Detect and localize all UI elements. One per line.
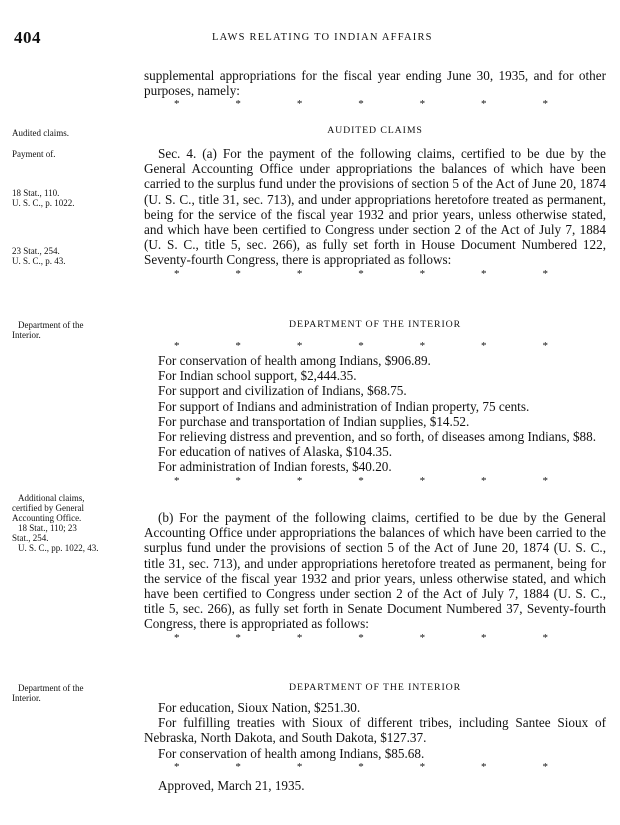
margin-note-department-1: Department of the Interior. [12, 320, 84, 340]
appropriation-item: For purchase and transportation of Indian supplies, $14.52. [158, 413, 470, 429]
heading-department-interior-2: DEPARTMENT OF THE INTERIOR [288, 682, 462, 693]
section-4a-text: Sec. 4. (a) For the payment of the following claims, certified to be due by the General Accounting Office under appropriations the balances of which have been carried to the surplus fund under the provisions of section 5 of the Act of June 20, 1874 (U. S. C., title 31, sec. 713), and under appropriations heretofore treated as permanent, being for the service of the fiscal year 1932 and prior years, unless otherwise stated, and which have been certified to Congress under section 2 of the Act of July 7, 1884 (U. S. C., title 5, sec. 266), as fully set forth in House Document Numbered 122, Seventy-fourth Congress, there is appropriated as follows: [144, 146, 606, 268]
heading-department-interior-1: DEPARTMENT OF THE INTERIOR [288, 319, 462, 330]
asterisk-row: * * * * * * * [174, 340, 548, 352]
department-interior-1-block [144, 318, 606, 488]
margin-note-citation-1: 18 Stat., 110. U. S. C., p. 1022. [12, 188, 75, 208]
margin-note-audited-claims: Audited claims. [12, 128, 69, 138]
asterisk-row: * * * * * * * [174, 98, 548, 111]
asterisk-row: * * * * * * * [174, 267, 548, 280]
appropriation-item: For Indian school support, $2,444.35. [158, 368, 357, 384]
appropriation-item: For education of natives of Alaska, $104.35. [158, 444, 393, 460]
section-4b-text: (b) For the payment of the following claims, certified to be due by the General Accounting Office under appropriations the balances of which have been carried to the surplus fund under the provisions of section 5 of the Act of June 20, 1874 (U. S. C., title 31, sec. 713), and under appropriations heretofore treated as permanent, being for the service of the fiscal year 1932 and prior years, unless otherwise stated, and which have been certified to Congress under section 2 of the Act of July 7, 1884 (U. S. C., title 5, sec. 266), as fully set forth in Senate Document Numbered 37, Seventy-fourth Congress, there is appropriated as follows: [144, 510, 606, 632]
approval-date: Approved, March 21, 1935. [158, 777, 305, 793]
appropriation-item: For support of Indians and administration of Indian property, 75 cents. [158, 398, 530, 414]
intro-text: supplemental appropriations for the fiscal year ending June 30, 1935, and for other purposes, namely: [144, 68, 606, 99]
asterisk-row: * * * * * * * [174, 760, 548, 773]
asterisk-row: * * * * * * * [174, 631, 548, 644]
appropriation-item: For conservation of health among Indians, $85.68. [158, 745, 425, 761]
appropriation-item: For education, Sioux Nation, $251.30. [158, 700, 361, 715]
margin-note-department-2: Department of the Interior. [12, 683, 84, 703]
section-4b-block [144, 510, 606, 645]
appropriation-item: For fulfilling treaties with Sioux of different tribes, including Santee Sioux of Nebraska, North Dakota, and South Dakota, $127.37. [144, 715, 606, 746]
page-header [12, 28, 608, 48]
intro-block [144, 68, 606, 111]
margin-note-additional-claims: Additional claims, certified by General Accounting Office. 18 Stat., 110; 23 Stat., 254. U. S. C., pp. 1022, 43. [12, 493, 99, 553]
section-4a-block [144, 146, 606, 281]
appropriation-item: For conservation of health among Indians, $906.89. [158, 353, 431, 368]
heading-audited-claims-block [144, 124, 606, 138]
appropriation-item: For support and civilization of Indians, $68.75. [158, 383, 407, 399]
margin-note-payment-of: Payment of. [12, 149, 56, 159]
asterisk-row: * * * * * * * [174, 474, 548, 487]
department-interior-2-block [144, 681, 606, 793]
margin-note-citation-2: 23 Stat., 254. U. S. C., p. 43. [12, 246, 66, 266]
heading-audited-claims: AUDITED CLAIMS [327, 125, 423, 136]
running-title: LAWS RELATING TO INDIAN AFFAIRS [212, 32, 433, 43]
appropriation-item: For relieving distress and prevention, and so forth, of diseases among Indians, $88. [158, 429, 597, 445]
page-number: 404 [14, 28, 41, 47]
appropriation-item: For administration of Indian forests, $40.20. [158, 459, 392, 475]
